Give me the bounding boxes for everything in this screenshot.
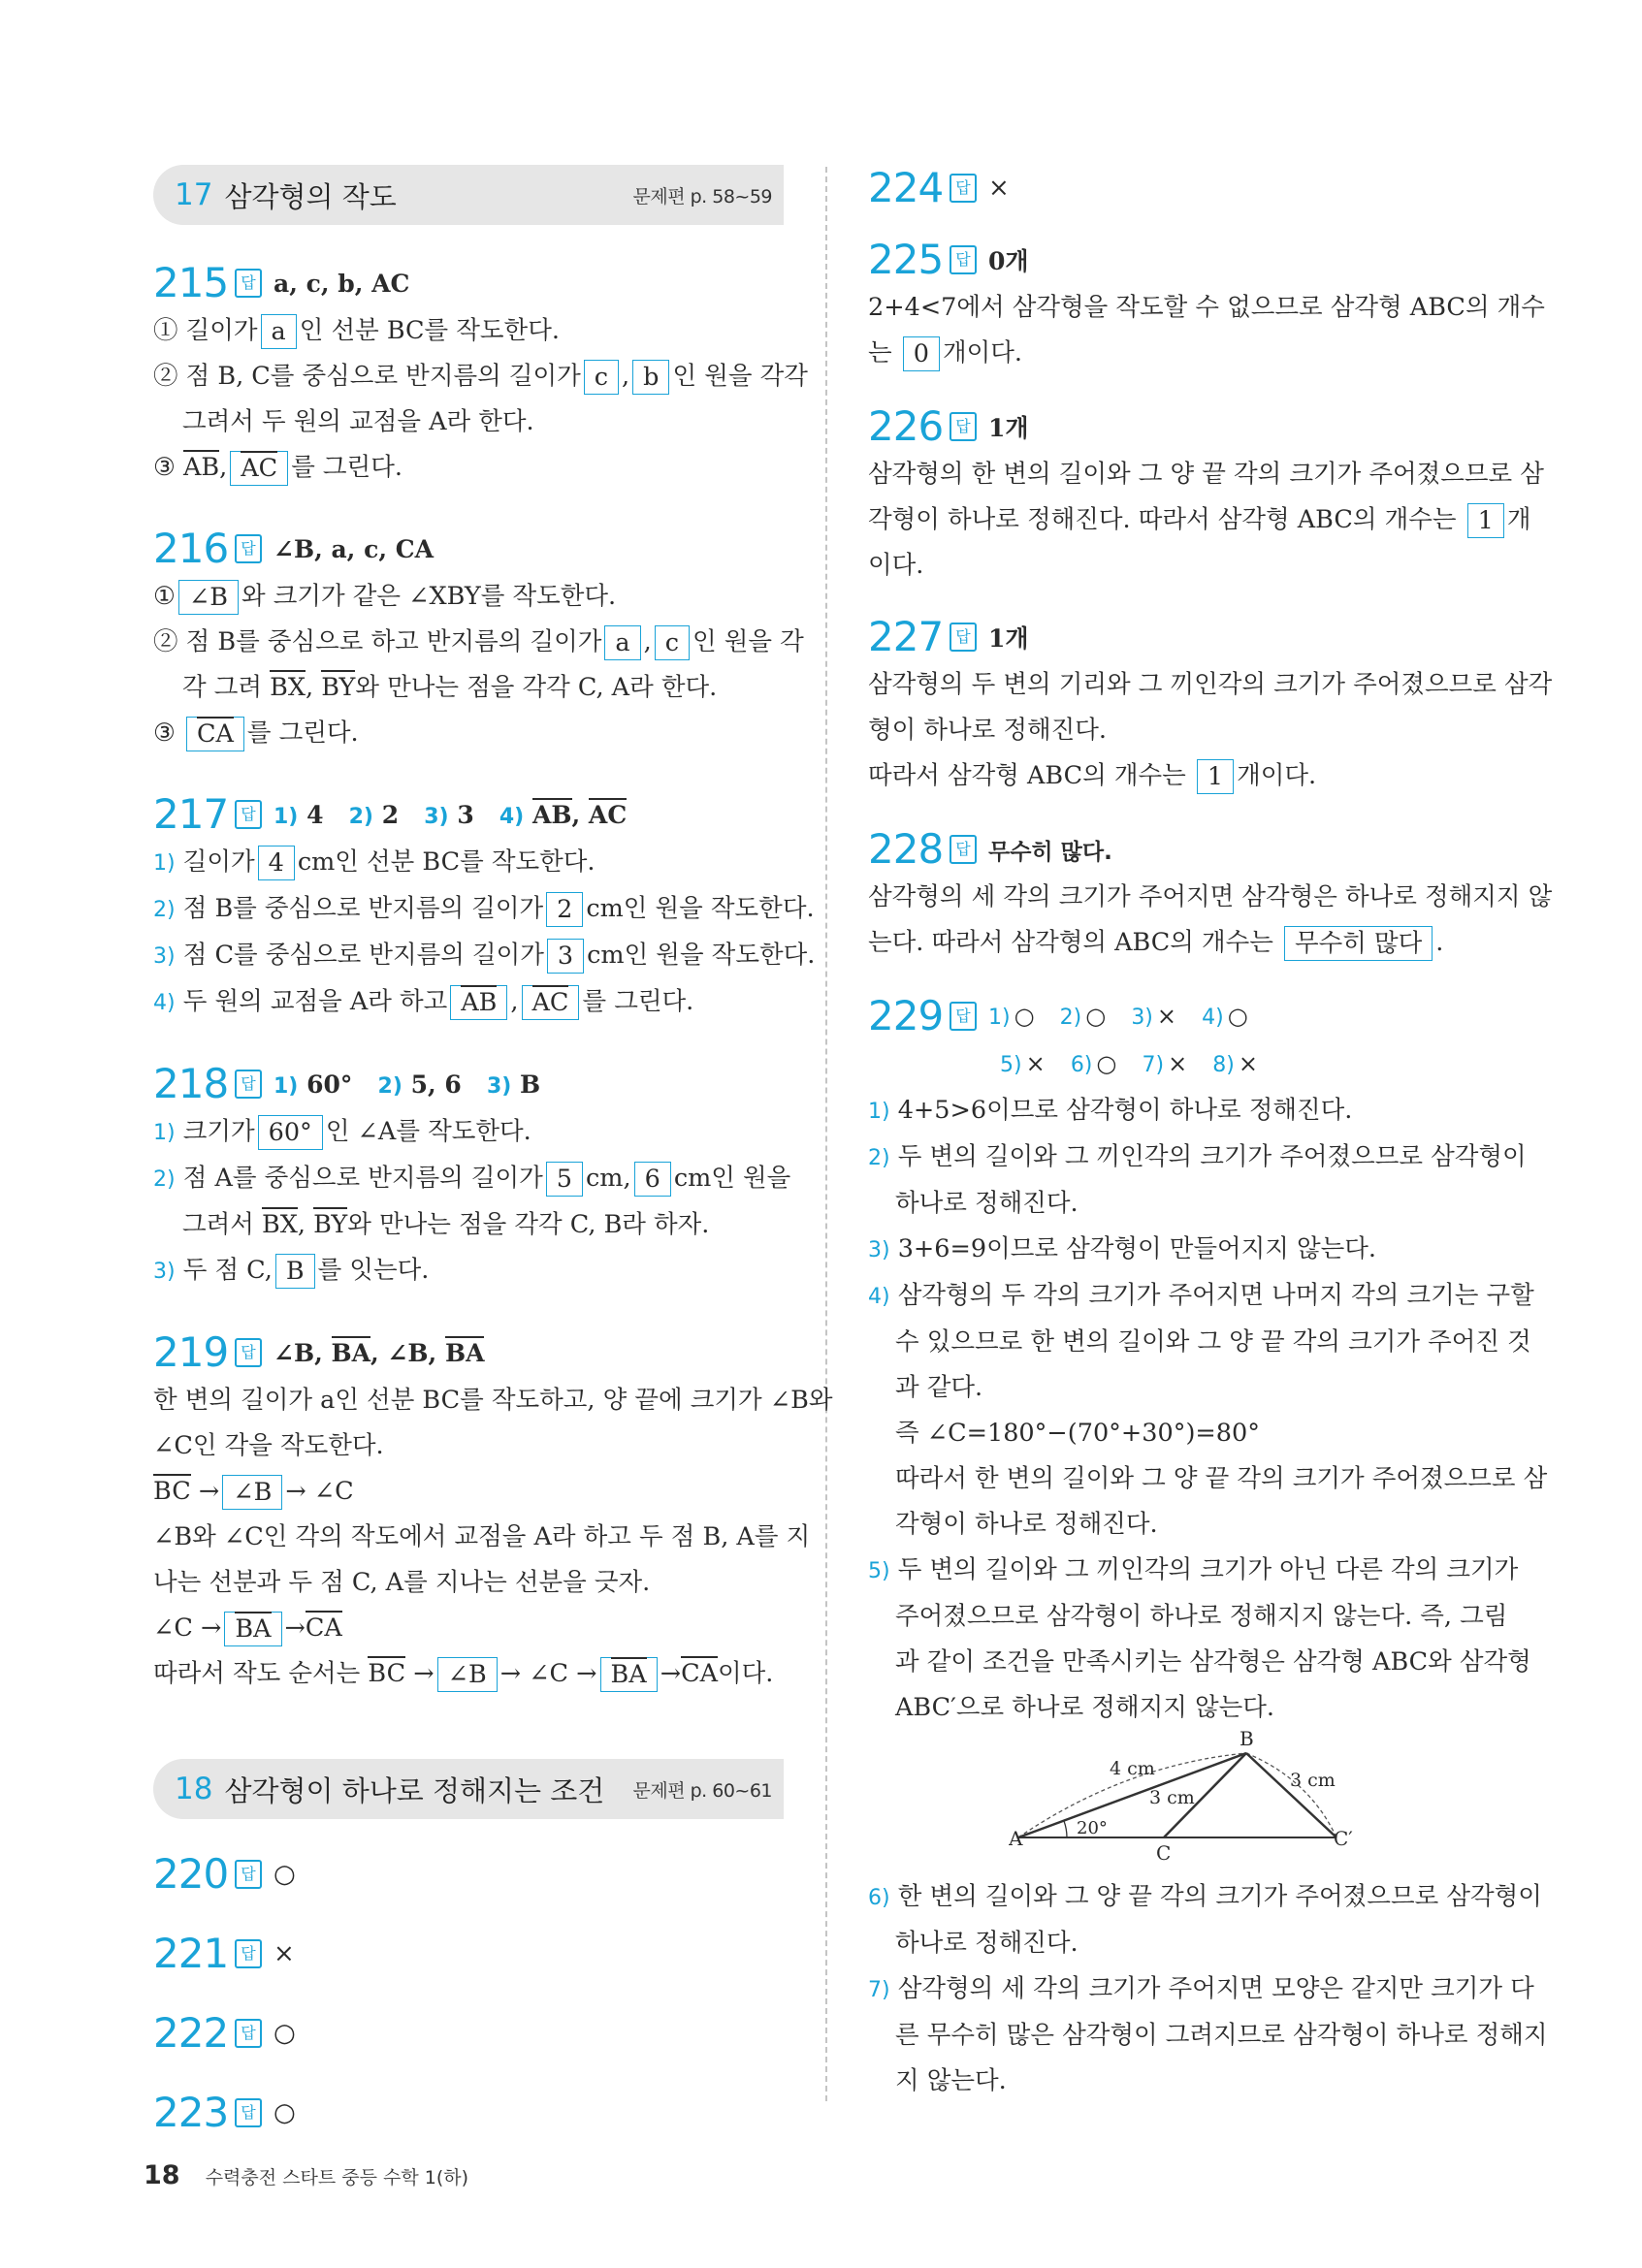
problem-225 [868,235,1545,376]
solution-line: 하나로 정해진다. [895,1929,1079,1958]
solution-line: ③ CA 를 그린다. [153,711,784,756]
answer-badge: 답 [235,1070,262,1099]
problem-number: 225 [868,236,944,283]
answer-badge: 답 [950,1002,977,1031]
blank-box: BA [224,1612,281,1646]
page-footer [144,2160,468,2190]
section-page-ref: 문제편 p. 58~59 [632,185,772,208]
solution-line: 각형이 하나로 정해진다. [895,1510,1158,1539]
problem-221 [153,1926,784,1982]
blank-box: ∠B [437,1657,498,1692]
problem-216 [153,524,804,756]
blank-box: 1 [1467,503,1504,538]
blank-box: AC [522,985,580,1020]
solution-line: ② 점 B를 중심으로 하고 반지름의 길이가 a , c 인 원을 각 [153,620,784,665]
solution-line: 과 같다. [895,1373,983,1402]
solution-line: 나는 선분과 두 점 C, A를 지나는 선분을 긋자. [153,1568,651,1597]
solution-line: 1) 4+5>6이므로 삼각형이 하나로 정해진다. [868,1096,1353,1125]
problem-number: 227 [868,613,944,660]
answer-badge: 답 [950,245,977,274]
answer: ○ [274,1860,296,1889]
problem-number: 216 [153,525,229,572]
solution-line: 3) 3+6=9이므로 삼각형이 만들어지지 않는다. [868,1234,1377,1263]
solution-line: ③ AB, AC 를 그린다. [153,445,784,491]
solution-line: 7) 삼각형의 세 각의 크기가 주어지면 모양은 같지만 크기가 다 [868,1974,1534,2003]
blank-box: 60° [258,1115,323,1150]
section-header-18 [153,1759,784,1819]
solution-line: 4) 두 원의 교점을 A라 하고 AB , AC 를 그린다. [153,979,784,1026]
problem-number: 215 [153,259,229,306]
vertex-a-label: A [1009,1827,1023,1850]
solution-line: ∠C → BA →CA [153,1606,784,1651]
blank-box: 6 [634,1162,671,1197]
problem-223 [153,2085,784,2141]
section-number: 18 [175,1772,213,1806]
solution-line: 하나로 정해진다. [895,1189,1079,1218]
problem-218 [153,1059,791,1294]
section-number: 17 [175,177,213,212]
problem-224 [868,163,1508,213]
problem-229 [868,991,1548,2104]
problem-number: 217 [153,790,229,838]
section-page-ref: 문제편 p. 60~61 [632,1779,772,1802]
answer-badge: 답 [950,835,977,864]
problem-217 [153,789,816,1026]
problem-227 [868,612,1553,799]
solution-line: 삼각형의 한 변의 길이와 그 양 끝 각의 크기가 주어졌으므로 삼 [868,460,1544,489]
answer-row-1: 1) ○ 2) ○ 3) × 4) ○ [988,1003,1248,1030]
solution-line: ∠B와 ∠C인 각의 작도에서 교점을 A라 하고 두 점 B, A를 지 [153,1522,811,1551]
solution-line: 따라서 한 변의 길이와 그 양 끝 각의 크기가 주어졌으므로 삼 [895,1464,1548,1493]
solution-line: 과 같이 조건을 만족시키는 삼각형은 삼각형 ABC와 삼각형 [895,1647,1531,1677]
problem-number: 219 [153,1328,229,1376]
answer-badge: 답 [950,174,977,203]
blank-box: AC [230,451,288,486]
solution-line: 3) 두 점 C, B 를 잇는다. [153,1248,784,1294]
blank-box: 2 [546,892,583,927]
solution-line: 수 있으므로 한 변의 길이와 그 양 끝 각의 크기가 주어진 것 [895,1327,1531,1357]
blank-box: a [604,625,640,660]
blank-box: b [632,360,669,395]
problem-number: 228 [868,825,944,873]
blank-box: BA [600,1657,658,1692]
solution-line: 그려서 두 원의 교점을 A라 한다. [182,407,534,436]
length-label-bc2: 3 cm [1290,1770,1336,1791]
solution-line: 그려서 BX, BY와 만나는 점을 각각 C, B라 하자. [153,1202,784,1248]
segment-label: AB [183,450,219,482]
answer: 0개 [988,247,1029,275]
answer: 1) 60° 2) 5, 6 3) B [274,1070,541,1099]
solution-line: 삼각형의 두 변의 기리와 그 끼인각의 크기가 주어졌으므로 삼각 [868,670,1553,699]
angle-arc [1064,1821,1067,1837]
solution-line: 따라서 삼각형 ABC의 개수는 1 개이다. [868,753,1508,799]
problem-228 [868,824,1553,966]
solution-line: 6) 한 변의 길이와 그 양 끝 각의 크기가 주어졌으므로 삼각형이 [868,1882,1542,1911]
column-divider [825,167,827,2101]
answer-badge: 답 [235,2019,262,2048]
solution-line: 1) 크기가 60° 인 ∠A를 작도한다. [153,1109,784,1156]
solution-line: ① ∠B 와 크기가 같은 ∠XBY를 작도한다. [153,574,784,620]
blank-box: a [261,314,297,349]
solution-line: 4) 삼각형의 두 각의 크기가 주어지면 나머지 각의 크기는 구할 [868,1281,1534,1310]
problem-number: 218 [153,1060,229,1107]
blank-box: 3 [547,939,584,974]
problem-219 [153,1327,833,1697]
problem-215 [153,258,808,491]
answer: 1) 4 2) 2 3) 3 4) AB, AC [274,801,627,829]
triangle-diagram [1009,1726,1377,1862]
answer-badge: 답 [235,269,262,298]
section-title: 삼각형이 하나로 정해지는 조건 [224,1773,605,1807]
blank-box: 0 [903,336,940,371]
solution-line: 한 변의 길이가 a인 선분 BC를 작도하고, 양 끝에 크기가 ∠B와 [153,1386,833,1415]
blank-box: 무수히 많다 [1284,926,1433,961]
solution-line: 3) 점 C를 중심으로 반지름의 길이가 3 cm인 원을 작도한다. [153,933,784,979]
blank-box: B [275,1254,315,1289]
vertex-c-prime-label: C′ [1334,1827,1353,1850]
solution-line: 5) 두 변의 길이와 그 끼인각의 크기가 아닌 다른 각의 크기가 [868,1555,1519,1584]
blank-box: ∠B [178,580,239,615]
solution-line: 른 무수히 많은 삼각형이 그려지므로 삼각형이 하나로 정해지 [895,2021,1548,2050]
answer: ∠B, BA, ∠B, BA [274,1339,484,1367]
answer-badge: 답 [235,534,262,563]
answer: × [988,174,1010,203]
length-label-bc: 3 cm [1149,1787,1195,1808]
solution-line: 는다. 따라서 삼각형의 ABC의 개수는 무수히 많다 . [868,920,1508,966]
side-bc2 [1246,1753,1336,1837]
answer-badge: 답 [950,623,977,652]
solution-line: 2) 점 A를 중심으로 반지름의 길이가 5 cm, 6 cm인 원을 [153,1156,784,1202]
answer: 1개 [988,624,1029,653]
answer-badge: 답 [235,1939,262,1968]
solution-line: 형이 하나로 정해진다. [868,716,1108,745]
answer: a, c, b, AC [274,269,410,298]
answer-badge: 답 [235,1860,262,1889]
blank-box: ∠B [222,1475,282,1510]
solution-line: 지 않는다. [895,2066,1007,2095]
answer-badge: 답 [235,800,262,829]
left-column [153,165,833,2141]
problem-number: 222 [153,2009,229,2057]
solution-line: ① 길이가 a 인 선분 BC를 작도한다. [153,308,784,354]
solution-line: 는 0 개이다. [868,331,1508,376]
blank-box: c [655,625,690,660]
solution-line: 2+4<7에서 삼각형을 작도할 수 없으므로 삼각형 ABC의 개수 [868,293,1545,322]
solution-line: ∠C인 각을 작도한다. [153,1431,384,1460]
angle-label: 20° [1077,1818,1108,1838]
solution-line: ABC′으로 하나로 정해지지 않는다. [895,1693,1274,1722]
answer: ∠B, a, c, CA [274,534,435,563]
answer: ○ [274,2019,296,2048]
answer-badge: 답 [950,412,977,441]
problem-number: 226 [868,402,944,450]
blank-box: 1 [1197,759,1234,794]
section-title: 삼각형의 작도 [224,179,397,213]
answer: ○ [274,2098,296,2127]
page-number: 18 [144,2160,180,2190]
problem-220 [153,1846,784,1902]
problem-number: 224 [868,164,944,211]
problem-number: 223 [153,2089,229,2136]
vertex-c-label: C [1156,1841,1172,1862]
problem-number: 221 [153,1930,229,1977]
solution-line: 각형이 하나로 정해진다. 따라서 삼각형 ABC의 개수는 1 개 [868,497,1508,543]
solution-line: 주어졌으므로 삼각형이 하나로 정해지지 않는다. 즉, 그림 [895,1602,1508,1631]
book-title: 수력충전 스타트 중등 수학 1(하) [205,2167,469,2188]
solution-line: 즉 ∠C=180°−(70°+30°)=80° [895,1419,1260,1448]
solution-line: 삼각형의 세 각의 크기가 주어지면 삼각형은 하나로 정해지지 않 [868,882,1553,911]
solution-line: 각 그려 BX, BY와 만나는 점을 각각 C, A라 한다. [153,665,784,711]
answer-row-2: 5) × 6) ○ 7) × 8) × [1000,1050,1258,1077]
answer: 무수히 많다. [988,839,1112,865]
problem-226 [868,401,1544,589]
problem-number: 229 [868,992,944,1039]
solution-line: 1) 길이가 4 cm인 선분 BC를 작도한다. [153,840,784,886]
answer: 1개 [988,414,1029,442]
problem-222 [153,2005,784,2061]
length-label-ab: 4 cm [1110,1758,1155,1779]
vertex-b-label: B [1240,1727,1254,1750]
answer-badge: 답 [235,2098,262,2127]
blank-box: 5 [546,1162,583,1197]
solution-line: 2) 두 변의 길이와 그 끼인각의 크기가 주어졌으므로 삼각형이 [868,1142,1527,1171]
problem-number: 220 [153,1850,229,1898]
solution-line: 이다. [868,551,924,580]
blank-box: AB [450,985,507,1020]
blank-box: c [584,360,619,395]
answer-badge: 답 [235,1338,262,1367]
solution-line: ② 점 B, C를 중심으로 반지름의 길이가 c , b 인 원을 각각 [153,354,784,399]
answer: × [274,1939,295,1968]
blank-box: CA [186,717,244,751]
blank-box: 4 [258,846,295,880]
solution-line: 따라서 작도 순서는 BC → ∠B → ∠C → BA →CA이다. [153,1651,784,1697]
section-header-17 [153,165,784,225]
solution-line: BC → ∠B → ∠C [153,1469,784,1515]
solution-line: 2) 점 B를 중심으로 반지름의 길이가 2 cm인 원을 작도한다. [153,886,784,933]
